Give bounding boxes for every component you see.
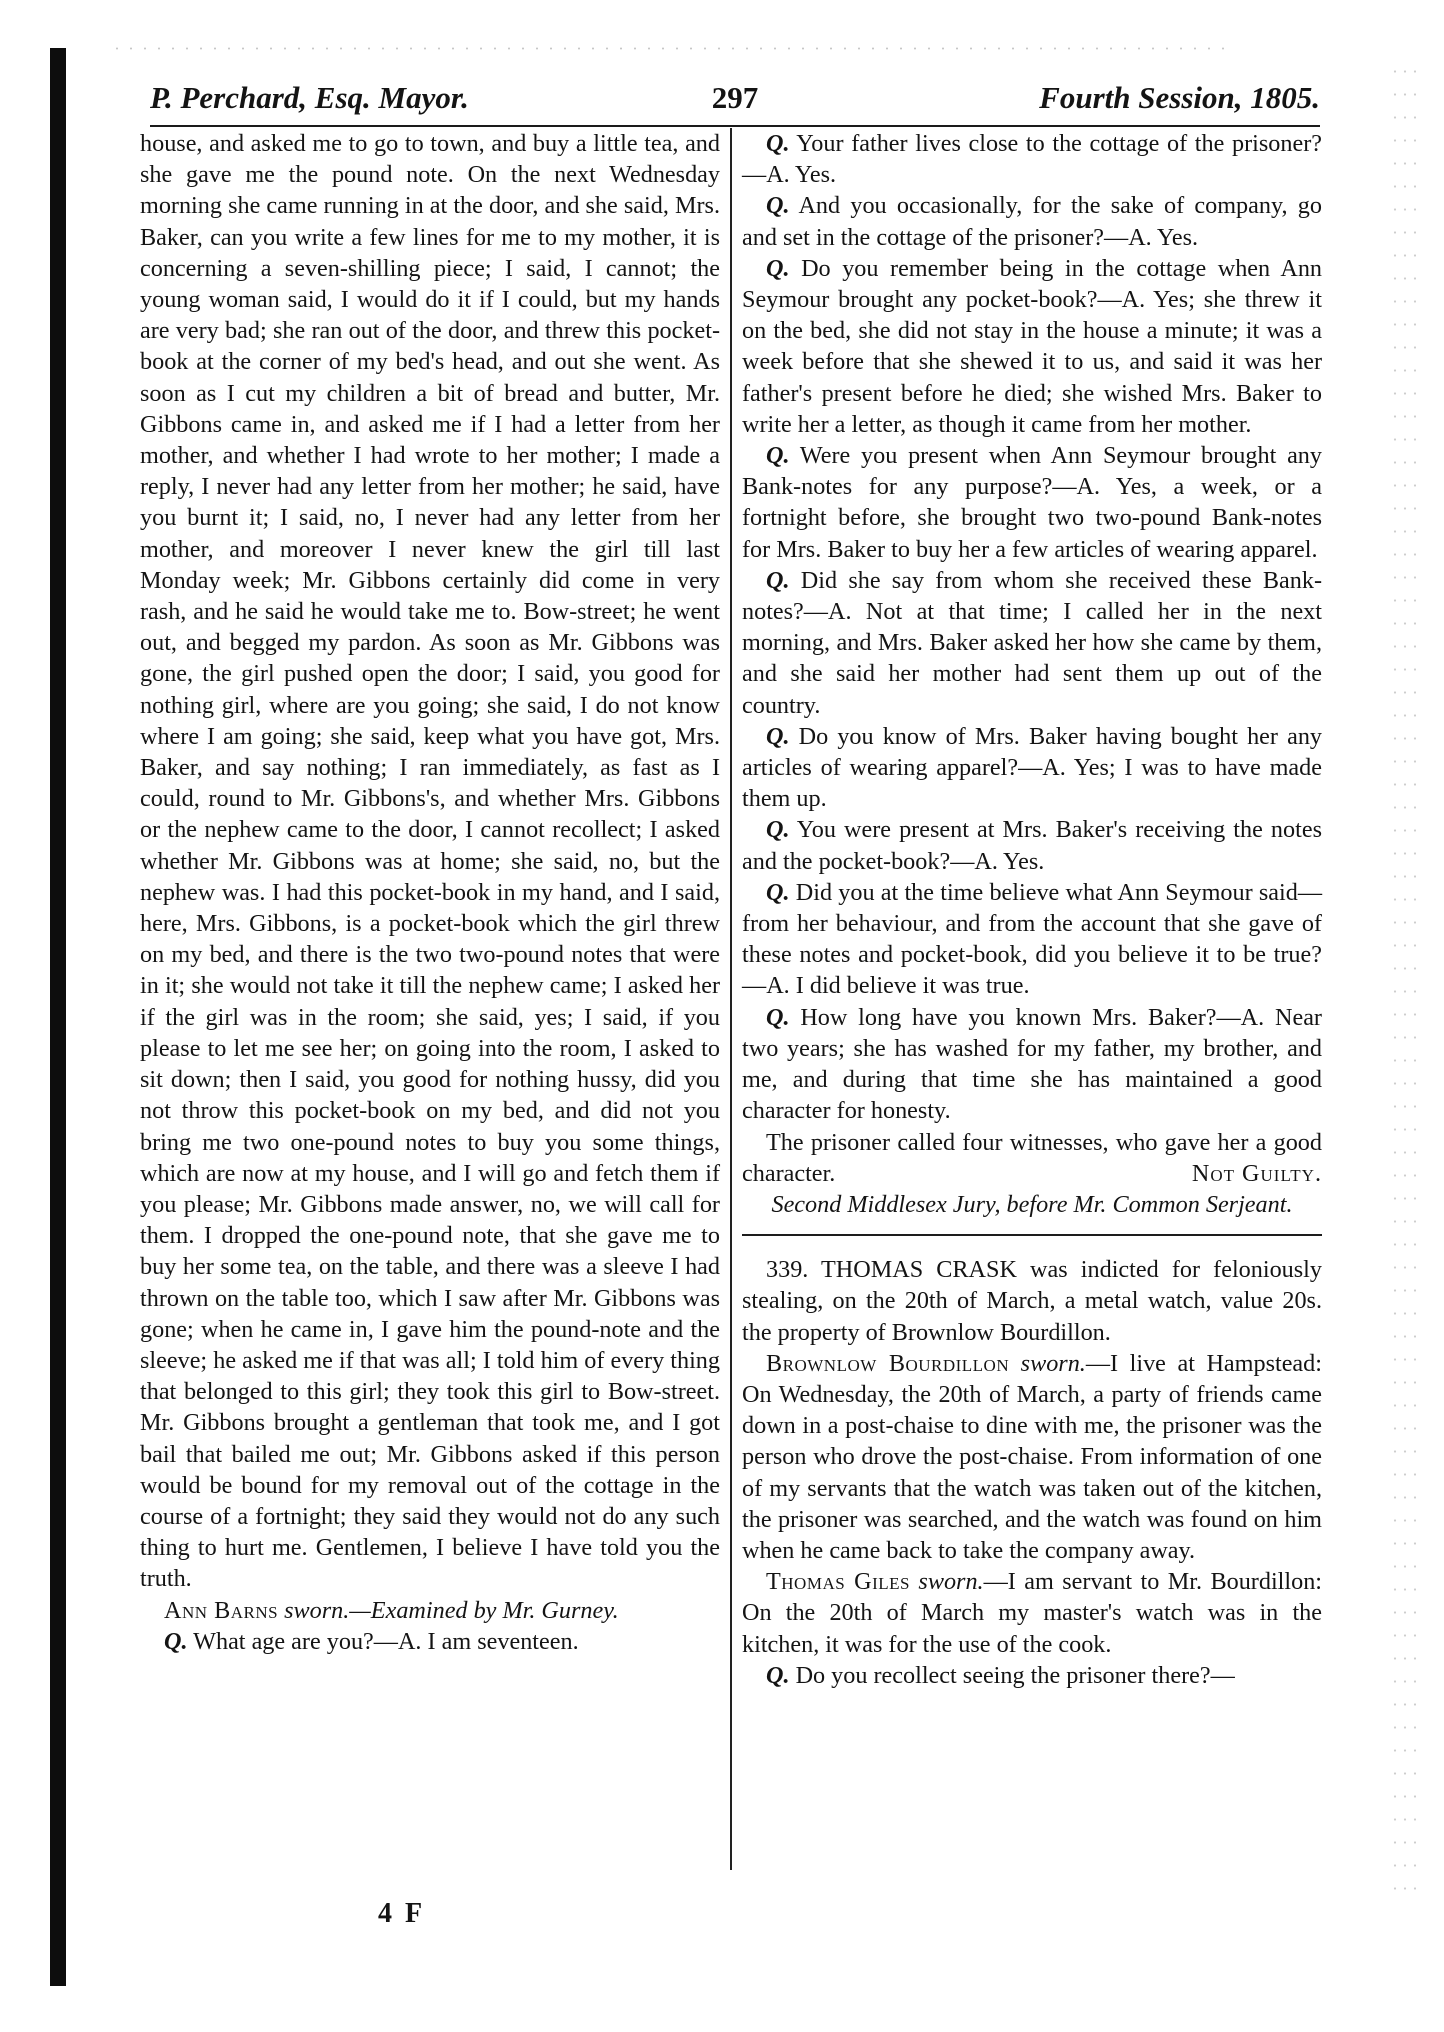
qa-text: Do you recollect seeing the prisoner there?— xyxy=(795,1661,1235,1689)
qa-text: Your father lives close to the cottage of the prisoner?—A. Yes. xyxy=(742,130,1322,189)
witness-sworn: sworn. xyxy=(1020,1349,1086,1377)
column-divider xyxy=(730,128,732,1870)
page-number: 297 xyxy=(711,80,759,115)
print-speckle-right xyxy=(1390,60,1416,1900)
closing-text: The prisoner called four witnesses, who gave her a good character. xyxy=(742,1128,1322,1187)
question-mark: Q. xyxy=(766,130,790,157)
qa-item xyxy=(742,190,1322,252)
question-mark: Q. xyxy=(766,722,790,750)
qa-text: How long have you known Mrs. Baker?—A. Near two years; she has washed for my father, my brother, and me, and during that time she has maintained a good character for honesty. xyxy=(742,1003,1322,1125)
qa-item xyxy=(742,253,1322,440)
qa-item xyxy=(742,440,1322,565)
qa-text: Did you at the time believe what Ann Seymour said—from her behaviour, and from the account that she gave of these notes and pocket-book, did you believe it to be true?—A. I did believe it was true. xyxy=(742,878,1323,1000)
qa-text: Did she say from whom she received these Bank-notes?—A. Not at that time; I called her in the next morning, and Mrs. Baker asked her how she came by them, and she said her mother had sent them up out of the country. xyxy=(742,566,1323,719)
question-mark: Q. xyxy=(766,816,790,844)
witness-name: Brownlow Bourdillon xyxy=(766,1349,1010,1377)
case-separator-rule xyxy=(742,1234,1322,1236)
qa-text: Were you present when Ann Seymour brought any Bank-notes for any purpose?—A. Yes, a week, or a fortnight before, she brought two two-pound Bank-notes for Mrs. Baker to buy her a few articles of wearing apparel. xyxy=(742,442,1322,563)
left-column xyxy=(140,128,720,1888)
qa-item xyxy=(742,1002,1322,1127)
witness-ann-barns xyxy=(140,1595,720,1626)
right-column xyxy=(742,128,1322,1978)
witness-testimony: —I live at Hampstead: On Wednesday, the 20th of March, a party of friends came down in a post-chaise to dine with me, the prisoner was the person who drove the post-chaise. From information of one of my servants that the watch was taken out of the kitchen, the prisoner was searched, and the watch was found on him when he came back to take the company away. xyxy=(742,1349,1322,1564)
header-session: Fourth Session, 1805. xyxy=(1039,80,1320,115)
verdict: Not Guilty. xyxy=(1191,1159,1322,1187)
qa-item xyxy=(742,721,1322,815)
qa-text: And you occasionally, for the sake of company, go and set in the cottage of the prisoner?—A. Yes. xyxy=(742,192,1322,251)
witness-testimony: —I am servant to Mr. Bourdillon: On the 20th of March my master's watch was in the kitchen, it was for the use of the cook. xyxy=(742,1568,1323,1658)
qa-item xyxy=(140,1626,720,1657)
qa-item xyxy=(742,565,1322,721)
qa-text: Do you know of Mrs. Baker having bought her any articles of wearing apparel?—A. Yes; I was to have made them up. xyxy=(742,722,1323,813)
print-speckle-top xyxy=(110,44,1230,56)
qa-item xyxy=(742,128,1322,190)
question-mark: Q. xyxy=(164,1627,188,1655)
witness-sworn: sworn. xyxy=(918,1568,984,1596)
qa-list xyxy=(742,128,1322,1127)
binding-edge xyxy=(50,48,66,1986)
witness-name: Thomas Giles xyxy=(766,1568,910,1596)
jury-line: Second Middlesex Jury, before Mr. Common Serjeant. xyxy=(771,1190,1293,1218)
testimony-continuation: house, and asked me to go to town, and buy a little tea, and she gave me the pound note. On the next Wednesday morning she came running in at the door, and she said, Mrs. Baker, can you write a few lines for me to my mother, it is concerning a seven-shilling piece; I said, I cannot; the young woman said, I would do it if I could, but my hands are very bad; she ran out of the door, and threw this pocket-book at the corner of my bed's head, and out she went. As soon as I cut my children a bit of bread and butter, Mr. Gibbons came in, and asked me if I had a letter from her mother, and whether I had wrote to her mother; I made a reply, I never had any letter from her mother; he said, have you burnt it; I said, no, I never had any letter from her mother, and moreover I never knew the girl till last Monday week; Mr. Gibbons certainly did come in very rash, and he said he would take me to. Bow-street; he went out, and begged my pardon. As soon as Mr. Gibbons was gone, the girl pushed open the door; I said, you good for nothing girl, where are you going; she said, I do not know where I am going; she said, keep what you have got, Mrs. Baker, and say nothing; I ran immediately, as fast as I could, round to Mr. Gibbons's, and whether Mrs. Gibbons or the nephew came to the door, I cannot recollect; I asked whether Mr. Gibbons was at home; she said, no, but the nephew was. I had this pocket-book in my hand, and I said, here, Mrs. Gibbons, is a pocket-book which the girl threw on my bed, and there is the two two-pound notes that were in it; she would not take it till the nephew came; I asked her if the girl was in the room; she said, yes; I said, if you please to let me see her; on going into the room, I asked to sit down; then I said, you good for nothing hussy, did you not throw this pocket-book on my bed, and did not you bring me two one-pound notes to buy you some things, which are now at my house, and I will go and fetch them if you please; Mr. Gibbons made answer, no, we will call for them. I dropped the one-pound note, that she gave me to buy her some tea, on the table, and there was a sleeve I had thrown on the table too, which I saw after Mr. Gibbons was gone; when he came in, I gave him the pound-note and the sleeve; he asked me if that was all; I told him of every thing that belonged to this girl; they took this girl to Bow-street. Mr. Gibbons brought a gentleman that took me, and I got bail that bailed me out; Mr. Gibbons asked if this person would be bound for my removal out of the cottage in the course of a fortnight; they said they would not do any such thing to hurt me. Gentlemen, I believe I have told you the truth. xyxy=(140,130,720,1593)
question-mark: Q. xyxy=(766,254,790,282)
witness-sworn: sworn.—Examined by Mr. Gurney. xyxy=(284,1596,619,1624)
signature-mark: 4 F xyxy=(378,1898,426,1929)
witness-name: Ann Barns xyxy=(164,1596,279,1624)
question-mark: Q. xyxy=(766,878,790,906)
question-mark: Q. xyxy=(766,1661,790,1689)
closing-line xyxy=(742,1127,1322,1189)
question-mark: Q. xyxy=(766,192,790,220)
question-mark: Q. xyxy=(766,566,790,594)
case-intro: 339. THOMAS CRASK was indicted for feloniously stealing, on the 20th of March, a metal watch, value 20s. the property of Brownlow Bourdillon. xyxy=(742,1256,1322,1346)
qa-text: What age are you?—A. I am seventeen. xyxy=(193,1627,579,1655)
question-mark: Q. xyxy=(766,442,790,470)
qa-item xyxy=(742,814,1322,876)
header-mayor: P. Perchard, Esq. Mayor. xyxy=(150,80,469,115)
question-mark: Q. xyxy=(766,1003,790,1031)
qa-text: You were present at Mrs. Baker's receiving the notes and the pocket-book?—A. Yes. xyxy=(742,816,1322,875)
qa-item xyxy=(742,877,1322,1002)
running-head xyxy=(150,80,1320,124)
qa-text: Do you remember being in the cottage when Ann Seymour brought any pocket-book?—A. Yes; she threw it on the bed, she did not stay in the house a minute; it was a week before that she shewed it to us, and said it was her father's present before he died; she wished Mrs. Baker to write her a letter, as though it came from her mother. xyxy=(742,254,1323,438)
qa-item xyxy=(742,1660,1322,1691)
witness-giles xyxy=(742,1566,1322,1660)
witness-bourdillon xyxy=(742,1348,1322,1566)
header-rule xyxy=(150,125,1320,127)
